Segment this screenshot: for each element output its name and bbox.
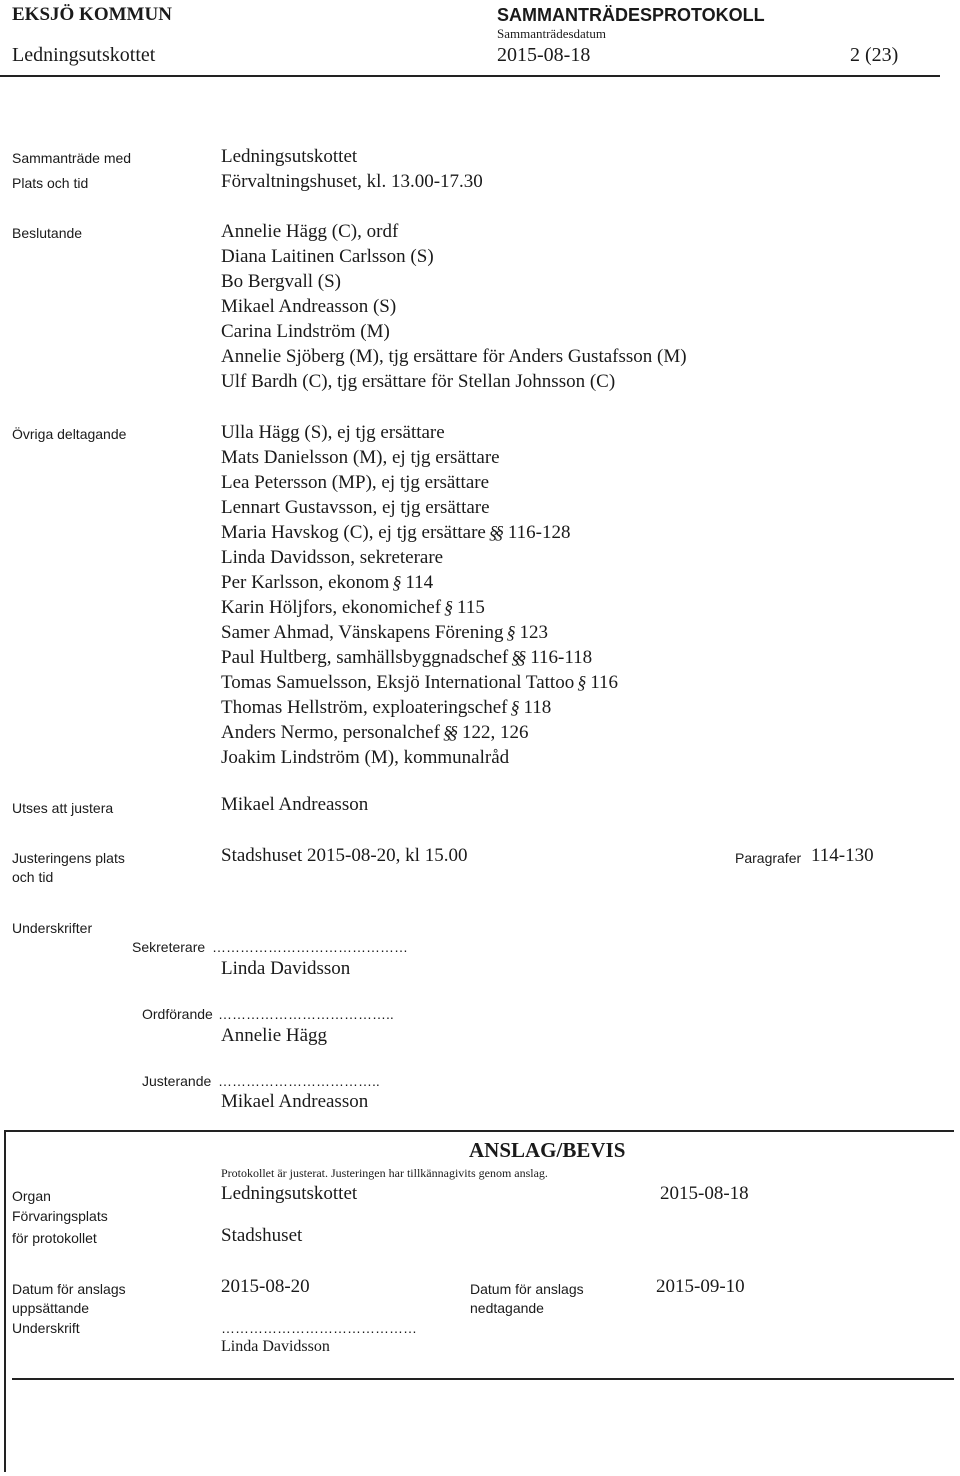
list-item: Annelie Sjöberg (M), tjg ersättare för Anders Gustafsson (M)	[221, 346, 687, 367]
storage-value: Stadshuset	[221, 1225, 303, 1246]
removal-date-value: 2015-09-10	[656, 1276, 745, 1297]
participant-name: Samer Ahmad, Vänskapens Förening	[221, 622, 504, 643]
organ-date: 2015-08-18	[660, 1183, 749, 1204]
secretary-signature-line: ……………………………………	[212, 939, 408, 955]
storage-label-line2: för protokollet	[12, 1230, 97, 1246]
notice-note: Protokollet är justerat. Justeringen har tillkännagivits genom anslag.	[221, 1166, 548, 1180]
paragraphs-label: Paragrafer	[735, 850, 802, 866]
list-item: Diana Laitinen Carlsson (S)	[221, 246, 434, 267]
removal-date-label-line2: nedtagande	[470, 1300, 544, 1316]
deciding-label: Beslutande	[12, 225, 83, 241]
section-mark: §§	[488, 522, 501, 542]
paragraph-reference: 115	[457, 597, 485, 618]
adjustment-label-line1: Justeringens plats	[12, 850, 125, 866]
meeting-with-value: Ledningsutskottet	[221, 146, 358, 167]
list-item	[221, 495, 490, 520]
notice-title: ANSLAG/BEVIS	[469, 1138, 626, 1162]
list-item	[221, 445, 500, 470]
paragraph-reference: 114	[405, 572, 434, 593]
paragraph-reference: 123	[519, 622, 548, 643]
paragraphs-value: 114-130	[811, 845, 874, 866]
list-item	[221, 695, 551, 720]
header-committee: Ledningsutskottet	[12, 44, 156, 66]
participant-name: Linda Davidsson, sekreterare	[221, 547, 444, 568]
storage-label-line1: Förvaringsplats	[12, 1208, 108, 1224]
paragraph-reference: 116-118	[530, 647, 593, 668]
page-number: 2 (23)	[850, 44, 899, 66]
posting-date-value: 2015-08-20	[221, 1276, 310, 1297]
adjuster-value: Mikael Andreasson	[221, 794, 369, 815]
signature-name: Linda Davidsson	[221, 1338, 330, 1355]
participant-name: Paul Hultberg, samhällsbyggnadschef	[221, 647, 509, 668]
list-item	[221, 545, 443, 570]
list-item	[221, 520, 570, 545]
removal-date-label-line1: Datum för anslags	[470, 1281, 584, 1297]
participant-name: Anders Nermo, personalchef	[221, 722, 440, 743]
signatures-label: Underskrifter	[12, 920, 93, 936]
section-mark: §§	[442, 722, 455, 742]
adjuster-sign-name: Mikael Andreasson	[221, 1091, 369, 1112]
participant-name: Lea Petersson (MP), ej tjg ersättare	[221, 472, 490, 493]
list-item	[221, 720, 528, 745]
paragraph-reference: 122, 126	[461, 722, 529, 743]
section-mark: §	[392, 572, 399, 592]
participant-name: Lennart Gustavsson, ej tjg ersättare	[221, 497, 490, 518]
meeting-place-label: Plats och tid	[12, 175, 89, 191]
chair-signature-line: ………………………………..	[218, 1006, 394, 1022]
secretary-name: Linda Davidsson	[221, 958, 351, 979]
section-mark: §	[506, 622, 513, 642]
adjuster-label: Utses att justera	[12, 800, 114, 816]
section-mark: §	[444, 597, 451, 617]
adjuster-sign-label: Justerande	[142, 1073, 212, 1089]
paragraph-reference: 116	[590, 672, 618, 693]
meeting-with-label: Sammanträde med	[12, 150, 132, 166]
paragraph-reference: 116-128	[507, 522, 571, 543]
notice-divider	[12, 1378, 954, 1380]
organ-value: Ledningsutskottet	[221, 1183, 358, 1204]
date-caption: Sammanträdesdatum	[497, 26, 607, 41]
signature-label: Underskrift	[12, 1320, 80, 1336]
signature-line: ……………………………………	[221, 1320, 417, 1336]
list-item: Mikael Andreasson (S)	[221, 296, 397, 317]
participant-name: Karin Höljfors, ekonomichef	[221, 597, 442, 618]
list-item	[221, 595, 485, 620]
participant-name: Tomas Samuelsson, Eksjö International Tattoo	[221, 672, 575, 693]
adjuster-signature-line: ……………………………..	[218, 1073, 380, 1089]
meeting-place-value: Förvaltningshuset, kl. 13.00-17.30	[221, 171, 483, 192]
participant-name: Maria Havskog (C), ej tjg ersättare	[221, 522, 486, 543]
participant-name: Per Karlsson, ekonom	[221, 572, 390, 593]
paragraph-reference: 118	[523, 697, 552, 718]
organ-label: Organ	[12, 1188, 51, 1204]
list-item: Bo Bergvall (S)	[221, 271, 341, 292]
others-label: Övriga deltagande	[12, 426, 127, 442]
header-date: 2015-08-18	[497, 44, 591, 66]
list-item: Carina Lindström (M)	[221, 321, 390, 342]
chair-name: Annelie Hägg	[221, 1025, 328, 1046]
participant-name: Joakim Lindström (M), kommunalråd	[221, 747, 510, 768]
list-item	[221, 645, 592, 670]
list-item: Annelie Hägg (C), ordf	[221, 221, 399, 242]
header-divider	[0, 75, 940, 77]
participant-name: Ulla Hägg (S), ej tjg ersättare	[221, 422, 445, 443]
posting-date-label-line1: Datum för anslags	[12, 1281, 126, 1297]
municipality-name: EKSJÖ KOMMUN	[12, 4, 172, 25]
list-item	[221, 420, 445, 445]
adjustment-value: Stadshuset 2015-08-20, kl 15.00	[221, 845, 468, 866]
document-title: SAMMANTRÄDESPROTOKOLL	[497, 5, 765, 25]
chair-label: Ordförande	[142, 1006, 213, 1022]
participant-name: Thomas Hellström, exploateringschef	[221, 697, 508, 718]
list-item	[221, 745, 509, 770]
list-item: Ulf Bardh (C), tjg ersättare för Stellan Johnsson (C)	[221, 371, 616, 392]
list-item	[221, 470, 489, 495]
list-item	[221, 670, 618, 695]
list-item	[221, 570, 433, 595]
section-mark: §	[577, 672, 584, 692]
list-item	[221, 620, 548, 645]
posting-date-label-line2: uppsättande	[12, 1300, 90, 1316]
section-mark: §	[510, 697, 517, 717]
secretary-label: Sekreterare	[132, 939, 206, 955]
participant-name: Mats Danielsson (M), ej tjg ersättare	[221, 447, 500, 468]
section-mark: §§	[511, 647, 524, 667]
adjustment-label-line2: och tid	[12, 869, 54, 885]
